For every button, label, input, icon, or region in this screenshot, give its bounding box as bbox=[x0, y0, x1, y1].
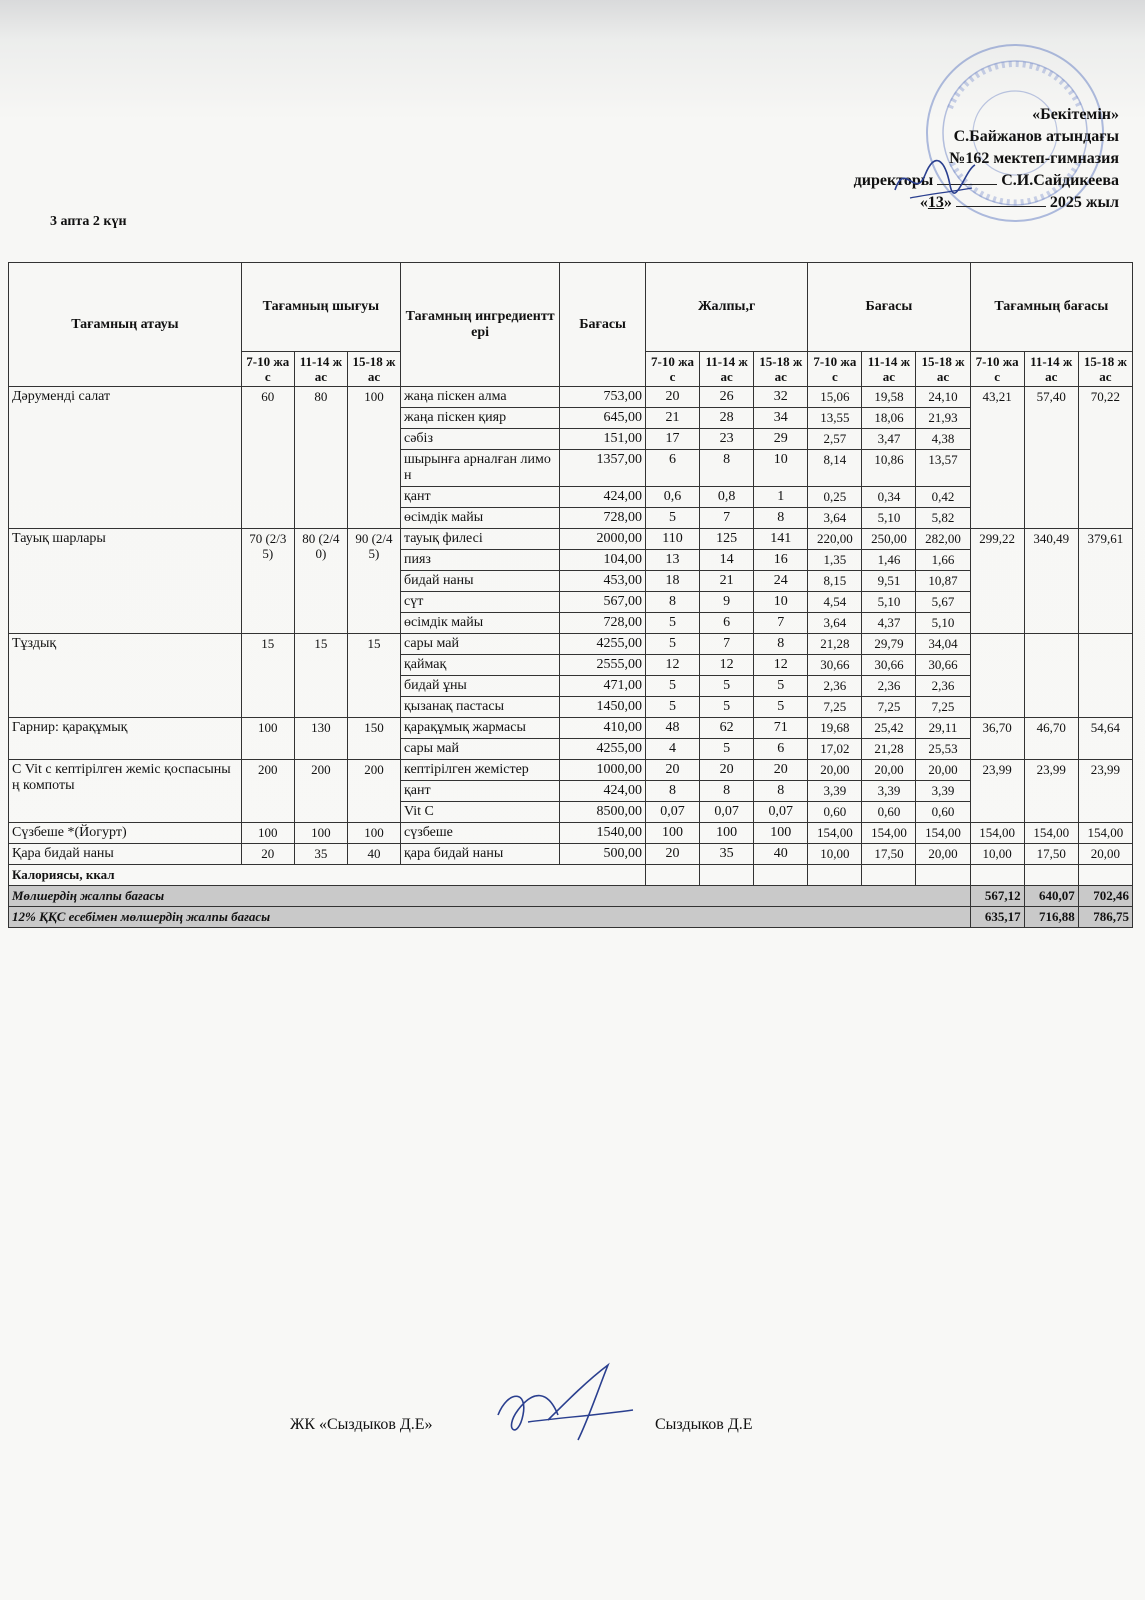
dish-yield: 130 bbox=[294, 718, 347, 760]
dish-price: 340,49 bbox=[1024, 529, 1078, 634]
ingredient-grams: 10 bbox=[754, 592, 808, 613]
ingredient-grams: 8 bbox=[754, 781, 808, 802]
ingredient-cost: 3,64 bbox=[808, 508, 862, 529]
calories-label: Калориясы, ккал bbox=[9, 865, 646, 886]
ingredient-cost: 30,66 bbox=[862, 655, 916, 676]
ingredient-name: бидай ұны bbox=[401, 676, 560, 697]
ingredient-row bbox=[9, 529, 1133, 550]
ingredient-grams: 10 bbox=[754, 450, 808, 487]
ingredient-cost: 250,00 bbox=[862, 529, 916, 550]
ingredient-grams: 71 bbox=[754, 718, 808, 739]
header-row-1 bbox=[9, 263, 1133, 352]
age-header: 15-18 жас bbox=[916, 352, 970, 387]
ingredient-cost: 30,66 bbox=[916, 655, 970, 676]
ingredient-price: 1450,00 bbox=[560, 697, 646, 718]
ingredient-price: 2555,00 bbox=[560, 655, 646, 676]
ingredient-name: қант bbox=[401, 781, 560, 802]
header-cost: Бағасы bbox=[808, 263, 970, 352]
ingredient-grams: 40 bbox=[754, 844, 808, 865]
dish-name: Сүзбеше *(Йогурт) bbox=[9, 823, 242, 844]
ingredient-cost: 17,50 bbox=[862, 844, 916, 865]
ingredient-grams: 8 bbox=[646, 781, 700, 802]
ingredient-grams: 100 bbox=[646, 823, 700, 844]
ingredient-cost: 29,79 bbox=[862, 634, 916, 655]
dish-yield: 15 bbox=[241, 634, 294, 718]
ingredient-price: 410,00 bbox=[560, 718, 646, 739]
director-name: С.И.Сайдикеева bbox=[1001, 172, 1119, 189]
ingredient-grams: 35 bbox=[700, 844, 754, 865]
dish-name: Гарнир: қарақұмық bbox=[9, 718, 242, 760]
ingredient-cost: 0,60 bbox=[916, 802, 970, 823]
week-day-label: 3 апта 2 күн bbox=[50, 214, 127, 229]
dish-price: 36,70 bbox=[970, 718, 1024, 760]
ingredient-price: 4255,00 bbox=[560, 739, 646, 760]
dish-name: Қара бидай наны bbox=[9, 844, 242, 865]
ingredient-grams: 5 bbox=[646, 634, 700, 655]
ingredient-grams: 12 bbox=[700, 655, 754, 676]
ingredient-cost: 25,42 bbox=[862, 718, 916, 739]
ingredient-grams: 28 bbox=[700, 408, 754, 429]
ingredient-name: жаңа піскен қияр bbox=[401, 408, 560, 429]
dish-price: 299,22 bbox=[970, 529, 1024, 634]
dish-yield: 70 (2/35) bbox=[241, 529, 294, 634]
ingredient-cost: 1,46 bbox=[862, 550, 916, 571]
age-header: 7-10 жас bbox=[808, 352, 862, 387]
ingredient-price: 4255,00 bbox=[560, 634, 646, 655]
ingredient-cost: 34,04 bbox=[916, 634, 970, 655]
ingredient-cost: 154,00 bbox=[862, 823, 916, 844]
dish-price bbox=[970, 634, 1024, 718]
ingredient-price: 424,00 bbox=[560, 781, 646, 802]
footer-company: ЖК «Сыздыков Д.Е» bbox=[290, 1416, 433, 1433]
ingredient-cost: 282,00 bbox=[916, 529, 970, 550]
dish-yield: 150 bbox=[347, 718, 400, 760]
ingredient-name: кептірілген жемістер bbox=[401, 760, 560, 781]
ingredient-cost: 5,67 bbox=[916, 592, 970, 613]
dish-price: 154,00 bbox=[1024, 823, 1078, 844]
dish-yield: 100 bbox=[347, 823, 400, 844]
ingredient-cost: 19,68 bbox=[808, 718, 862, 739]
ingredient-grams: 8 bbox=[754, 508, 808, 529]
vat-price-value: 716,88 bbox=[1024, 907, 1078, 928]
ingredient-grams: 48 bbox=[646, 718, 700, 739]
ingredient-grams: 8 bbox=[700, 450, 754, 487]
ingredient-grams: 0,07 bbox=[700, 802, 754, 823]
ingredient-price: 151,00 bbox=[560, 429, 646, 450]
ingredient-cost: 3,39 bbox=[808, 781, 862, 802]
age-header: 7-10 жас bbox=[646, 352, 700, 387]
ingredient-grams: 5 bbox=[646, 697, 700, 718]
ingredient-name: қарақұмық жармасы bbox=[401, 718, 560, 739]
ingredient-row bbox=[9, 760, 1133, 781]
dish-price: 57,40 bbox=[1024, 387, 1078, 529]
vat-price-value: 786,75 bbox=[1078, 907, 1132, 928]
ingredient-cost: 8,14 bbox=[808, 450, 862, 487]
ingredient-cost: 2,57 bbox=[808, 429, 862, 450]
vat-price-label: 12% ҚҚС есебімен мөлшердің жалпы бағасы bbox=[9, 907, 971, 928]
ingredient-cost: 5,10 bbox=[862, 592, 916, 613]
header-price: Бағасы bbox=[560, 263, 646, 387]
dish-yield: 200 bbox=[347, 760, 400, 823]
ingredient-name: сүзбеше bbox=[401, 823, 560, 844]
header-ingredients: Тағамның ингредиенттері bbox=[401, 263, 560, 387]
age-header: 11-14 жас bbox=[1024, 352, 1078, 387]
dish-price: 23,99 bbox=[970, 760, 1024, 823]
ingredient-grams: 8 bbox=[754, 634, 808, 655]
vat-price-value: 635,17 bbox=[970, 907, 1024, 928]
dish-name: Дәруменді салат bbox=[9, 387, 242, 529]
ingredient-grams: 20 bbox=[700, 760, 754, 781]
ingredient-grams: 6 bbox=[700, 613, 754, 634]
ingredient-grams: 62 bbox=[700, 718, 754, 739]
ingredient-name: қаймақ bbox=[401, 655, 560, 676]
ingredient-grams: 6 bbox=[646, 450, 700, 487]
ingredient-cost: 5,10 bbox=[862, 508, 916, 529]
age-header: 15-18 жас bbox=[754, 352, 808, 387]
ingredient-price: 1540,00 bbox=[560, 823, 646, 844]
ingredient-grams: 20 bbox=[646, 760, 700, 781]
ingredient-cost: 0,42 bbox=[916, 487, 970, 508]
dish-price: 379,61 bbox=[1078, 529, 1132, 634]
dish-price: 70,22 bbox=[1078, 387, 1132, 529]
age-header: 15-18 жас bbox=[347, 352, 400, 387]
ingredient-name: жаңа піскен алма bbox=[401, 387, 560, 408]
dish-price: 23,99 bbox=[1078, 760, 1132, 823]
ingredient-name: өсімдік майы bbox=[401, 508, 560, 529]
ingredient-grams: 4 bbox=[646, 739, 700, 760]
ingredient-grams: 20 bbox=[646, 844, 700, 865]
ingredient-cost: 3,39 bbox=[916, 781, 970, 802]
dish-price bbox=[1078, 634, 1132, 718]
ingredient-grams: 21 bbox=[700, 571, 754, 592]
header-yield: Тағамның шығуы bbox=[241, 263, 400, 352]
ingredient-name: тауық филесі bbox=[401, 529, 560, 550]
ingredient-grams: 9 bbox=[700, 592, 754, 613]
approval-school-name: С.Байжанов атындағы bbox=[953, 128, 1119, 145]
header-total-grams: Жалпы,г bbox=[646, 263, 808, 352]
summary-body bbox=[9, 865, 1133, 928]
dish-yield: 20 bbox=[241, 844, 294, 865]
ingredient-grams: 100 bbox=[700, 823, 754, 844]
ingredient-cost: 7,25 bbox=[916, 697, 970, 718]
ingredient-grams: 0,6 bbox=[646, 487, 700, 508]
ingredient-price: 728,00 bbox=[560, 508, 646, 529]
ingredient-name: қызанақ пастасы bbox=[401, 697, 560, 718]
dish-yield: 100 bbox=[347, 387, 400, 529]
total-price-row bbox=[9, 886, 1133, 907]
ingredient-grams: 5 bbox=[700, 697, 754, 718]
ingredient-cost: 7,25 bbox=[808, 697, 862, 718]
ingredient-grams: 110 bbox=[646, 529, 700, 550]
ingredient-price: 645,00 bbox=[560, 408, 646, 429]
age-header: 15-18 жас bbox=[1078, 352, 1132, 387]
ingredient-grams: 100 bbox=[754, 823, 808, 844]
vat-price-row bbox=[9, 907, 1133, 928]
dish-price bbox=[1024, 634, 1078, 718]
ingredient-cost: 7,25 bbox=[862, 697, 916, 718]
ingredient-cost: 9,51 bbox=[862, 571, 916, 592]
ingredient-grams: 14 bbox=[700, 550, 754, 571]
ingredient-grams: 0,07 bbox=[754, 802, 808, 823]
dish-price: 54,64 bbox=[1078, 718, 1132, 760]
ingredient-grams: 21 bbox=[646, 408, 700, 429]
director-label: директоры bbox=[853, 172, 934, 189]
age-header: 7-10 жас bbox=[241, 352, 294, 387]
ingredient-name: өсімдік майы bbox=[401, 613, 560, 634]
ingredient-cost: 5,82 bbox=[916, 508, 970, 529]
ingredient-price: 1357,00 bbox=[560, 450, 646, 487]
ingredient-cost: 13,57 bbox=[916, 450, 970, 487]
dish-price: 154,00 bbox=[970, 823, 1024, 844]
ingredient-cost: 21,28 bbox=[808, 634, 862, 655]
ingredient-cost: 0,25 bbox=[808, 487, 862, 508]
ingredient-grams: 26 bbox=[700, 387, 754, 408]
ingredient-cost: 20,00 bbox=[862, 760, 916, 781]
age-header: 7-10 жас bbox=[970, 352, 1024, 387]
ingredient-grams: 17 bbox=[646, 429, 700, 450]
ingredient-grams: 5 bbox=[754, 697, 808, 718]
ingredient-cost: 20,00 bbox=[916, 844, 970, 865]
ingredient-row bbox=[9, 718, 1133, 739]
approval-title: «Бекітемін» bbox=[1032, 106, 1119, 123]
ingredient-price: 567,00 bbox=[560, 592, 646, 613]
ingredient-cost: 4,54 bbox=[808, 592, 862, 613]
ingredient-cost: 220,00 bbox=[808, 529, 862, 550]
header-dish-price: Тағамның бағасы bbox=[970, 263, 1132, 352]
menu-body bbox=[9, 387, 1133, 865]
ingredient-row bbox=[9, 387, 1133, 408]
ingredient-grams: 16 bbox=[754, 550, 808, 571]
dish-price: 17,50 bbox=[1024, 844, 1078, 865]
ingredient-price: 453,00 bbox=[560, 571, 646, 592]
ingredient-cost: 2,36 bbox=[916, 676, 970, 697]
supplier-signature bbox=[488, 1360, 638, 1450]
ingredient-name: сәбіз bbox=[401, 429, 560, 450]
dish-price: 10,00 bbox=[970, 844, 1024, 865]
ingredient-grams: 23 bbox=[700, 429, 754, 450]
ingredient-name: шырынға арналған лимон bbox=[401, 450, 560, 487]
ingredient-name: пияз bbox=[401, 550, 560, 571]
dish-yield: 80 (2/40) bbox=[294, 529, 347, 634]
ingredient-grams: 5 bbox=[700, 676, 754, 697]
ingredient-grams: 141 bbox=[754, 529, 808, 550]
ingredient-cost: 2,36 bbox=[808, 676, 862, 697]
ingredient-cost: 30,66 bbox=[808, 655, 862, 676]
ingredient-grams: 8 bbox=[646, 592, 700, 613]
dish-yield: 15 bbox=[294, 634, 347, 718]
ingredient-cost: 1,66 bbox=[916, 550, 970, 571]
ingredient-grams: 5 bbox=[754, 676, 808, 697]
ingredient-grams: 7 bbox=[700, 508, 754, 529]
dish-yield: 100 bbox=[241, 718, 294, 760]
header-dish-name: Тағамның атауы bbox=[9, 263, 242, 387]
ingredient-price: 104,00 bbox=[560, 550, 646, 571]
ingredient-cost: 5,10 bbox=[916, 613, 970, 634]
age-header: 11-14 жас bbox=[862, 352, 916, 387]
ingredient-cost: 10,87 bbox=[916, 571, 970, 592]
ingredient-cost: 8,15 bbox=[808, 571, 862, 592]
total-price-value: 567,12 bbox=[970, 886, 1024, 907]
approval-year: 2025 жыл bbox=[1049, 194, 1119, 211]
dish-yield: 80 bbox=[294, 387, 347, 529]
ingredient-name: қант bbox=[401, 487, 560, 508]
ingredient-grams: 20 bbox=[754, 760, 808, 781]
dish-yield: 90 (2/45) bbox=[347, 529, 400, 634]
ingredient-cost: 20,00 bbox=[808, 760, 862, 781]
ingredient-price: 753,00 bbox=[560, 387, 646, 408]
ingredient-cost: 10,00 bbox=[808, 844, 862, 865]
ingredient-cost: 3,39 bbox=[862, 781, 916, 802]
director-signature bbox=[890, 150, 980, 210]
total-price-value: 702,46 bbox=[1078, 886, 1132, 907]
footer-name: Сыздыков Д.Е bbox=[655, 1416, 753, 1433]
ingredient-cost: 0,60 bbox=[862, 802, 916, 823]
dish-yield: 200 bbox=[241, 760, 294, 823]
ingredient-grams: 24 bbox=[754, 571, 808, 592]
calories-row bbox=[9, 865, 1133, 886]
ingredient-grams: 5 bbox=[646, 676, 700, 697]
ingredient-grams: 12 bbox=[754, 655, 808, 676]
ingredient-grams: 0,8 bbox=[700, 487, 754, 508]
ingredient-cost: 2,36 bbox=[862, 676, 916, 697]
dish-yield: 40 bbox=[347, 844, 400, 865]
ingredient-cost: 29,11 bbox=[916, 718, 970, 739]
ingredient-cost: 10,86 bbox=[862, 450, 916, 487]
ingredient-row bbox=[9, 844, 1133, 865]
ingredient-cost: 3,64 bbox=[808, 613, 862, 634]
ingredient-grams: 34 bbox=[754, 408, 808, 429]
ingredient-cost: 24,10 bbox=[916, 387, 970, 408]
ingredient-cost: 4,38 bbox=[916, 429, 970, 450]
ingredient-cost: 20,00 bbox=[916, 760, 970, 781]
ingredient-cost: 17,02 bbox=[808, 739, 862, 760]
ingredient-cost: 0,60 bbox=[808, 802, 862, 823]
ingredient-grams: 13 bbox=[646, 550, 700, 571]
ingredient-price: 471,00 bbox=[560, 676, 646, 697]
dish-price: 20,00 bbox=[1078, 844, 1132, 865]
ingredient-row bbox=[9, 823, 1133, 844]
ingredient-name: сүт bbox=[401, 592, 560, 613]
ingredient-cost: 4,37 bbox=[862, 613, 916, 634]
ingredient-grams: 29 bbox=[754, 429, 808, 450]
ingredient-grams: 8 bbox=[700, 781, 754, 802]
ingredient-cost: 18,06 bbox=[862, 408, 916, 429]
ingredient-price: 2000,00 bbox=[560, 529, 646, 550]
ingredient-cost: 154,00 bbox=[916, 823, 970, 844]
approval-school-number: №162 мектеп-гимназия bbox=[949, 150, 1119, 167]
ingredient-grams: 32 bbox=[754, 387, 808, 408]
ingredient-cost: 25,53 bbox=[916, 739, 970, 760]
ingredient-grams: 5 bbox=[700, 739, 754, 760]
ingredient-name: бидай наны bbox=[401, 571, 560, 592]
dish-yield: 100 bbox=[241, 823, 294, 844]
ingredient-cost: 21,28 bbox=[862, 739, 916, 760]
ingredient-grams: 12 bbox=[646, 655, 700, 676]
ingredient-name: сары май bbox=[401, 739, 560, 760]
dish-price: 46,70 bbox=[1024, 718, 1078, 760]
dish-name: Тауық шарлары bbox=[9, 529, 242, 634]
ingredient-price: 424,00 bbox=[560, 487, 646, 508]
dish-name: С Vit с кептірілген жеміс қоспасының компоты bbox=[9, 760, 242, 823]
ingredient-grams: 7 bbox=[700, 634, 754, 655]
ingredient-grams: 18 bbox=[646, 571, 700, 592]
dish-yield: 100 bbox=[294, 823, 347, 844]
ingredient-name: Vit C bbox=[401, 802, 560, 823]
dish-yield: 60 bbox=[241, 387, 294, 529]
ingredient-cost: 154,00 bbox=[808, 823, 862, 844]
ingredient-cost: 13,55 bbox=[808, 408, 862, 429]
age-header: 11-14 жас bbox=[700, 352, 754, 387]
ingredient-grams: 1 bbox=[754, 487, 808, 508]
ingredient-price: 1000,00 bbox=[560, 760, 646, 781]
dish-price: 43,21 bbox=[970, 387, 1024, 529]
ingredient-cost: 21,93 bbox=[916, 408, 970, 429]
total-price-label: Мөлшердің жалпы бағасы bbox=[9, 886, 971, 907]
approval-date-line: «13» 2025 жыл bbox=[919, 194, 1119, 211]
menu-table bbox=[8, 262, 1133, 928]
ingredient-grams: 5 bbox=[646, 508, 700, 529]
total-price-value: 640,07 bbox=[1024, 886, 1078, 907]
ingredient-grams: 7 bbox=[754, 613, 808, 634]
ingredient-cost: 0,34 bbox=[862, 487, 916, 508]
ingredient-cost: 15,06 bbox=[808, 387, 862, 408]
ingredient-price: 8500,00 bbox=[560, 802, 646, 823]
ingredient-name: қара бидай наны bbox=[401, 844, 560, 865]
ingredient-name: сары май bbox=[401, 634, 560, 655]
ingredient-price: 728,00 bbox=[560, 613, 646, 634]
ingredient-price: 500,00 bbox=[560, 844, 646, 865]
dish-yield: 15 bbox=[347, 634, 400, 718]
ingredient-cost: 19,58 bbox=[862, 387, 916, 408]
age-header: 11-14 жас bbox=[294, 352, 347, 387]
dish-yield: 200 bbox=[294, 760, 347, 823]
ingredient-grams: 0,07 bbox=[646, 802, 700, 823]
approval-date-day: 13 bbox=[927, 194, 944, 211]
dish-price: 23,99 bbox=[1024, 760, 1078, 823]
ingredient-cost: 1,35 bbox=[808, 550, 862, 571]
ingredient-grams: 125 bbox=[700, 529, 754, 550]
ingredient-grams: 20 bbox=[646, 387, 700, 408]
dish-name: Тұздық bbox=[9, 634, 242, 718]
ingredient-row bbox=[9, 634, 1133, 655]
ingredient-grams: 6 bbox=[754, 739, 808, 760]
ingredient-grams: 5 bbox=[646, 613, 700, 634]
ingredient-cost: 3,47 bbox=[862, 429, 916, 450]
dish-price: 154,00 bbox=[1078, 823, 1132, 844]
dish-yield: 35 bbox=[294, 844, 347, 865]
